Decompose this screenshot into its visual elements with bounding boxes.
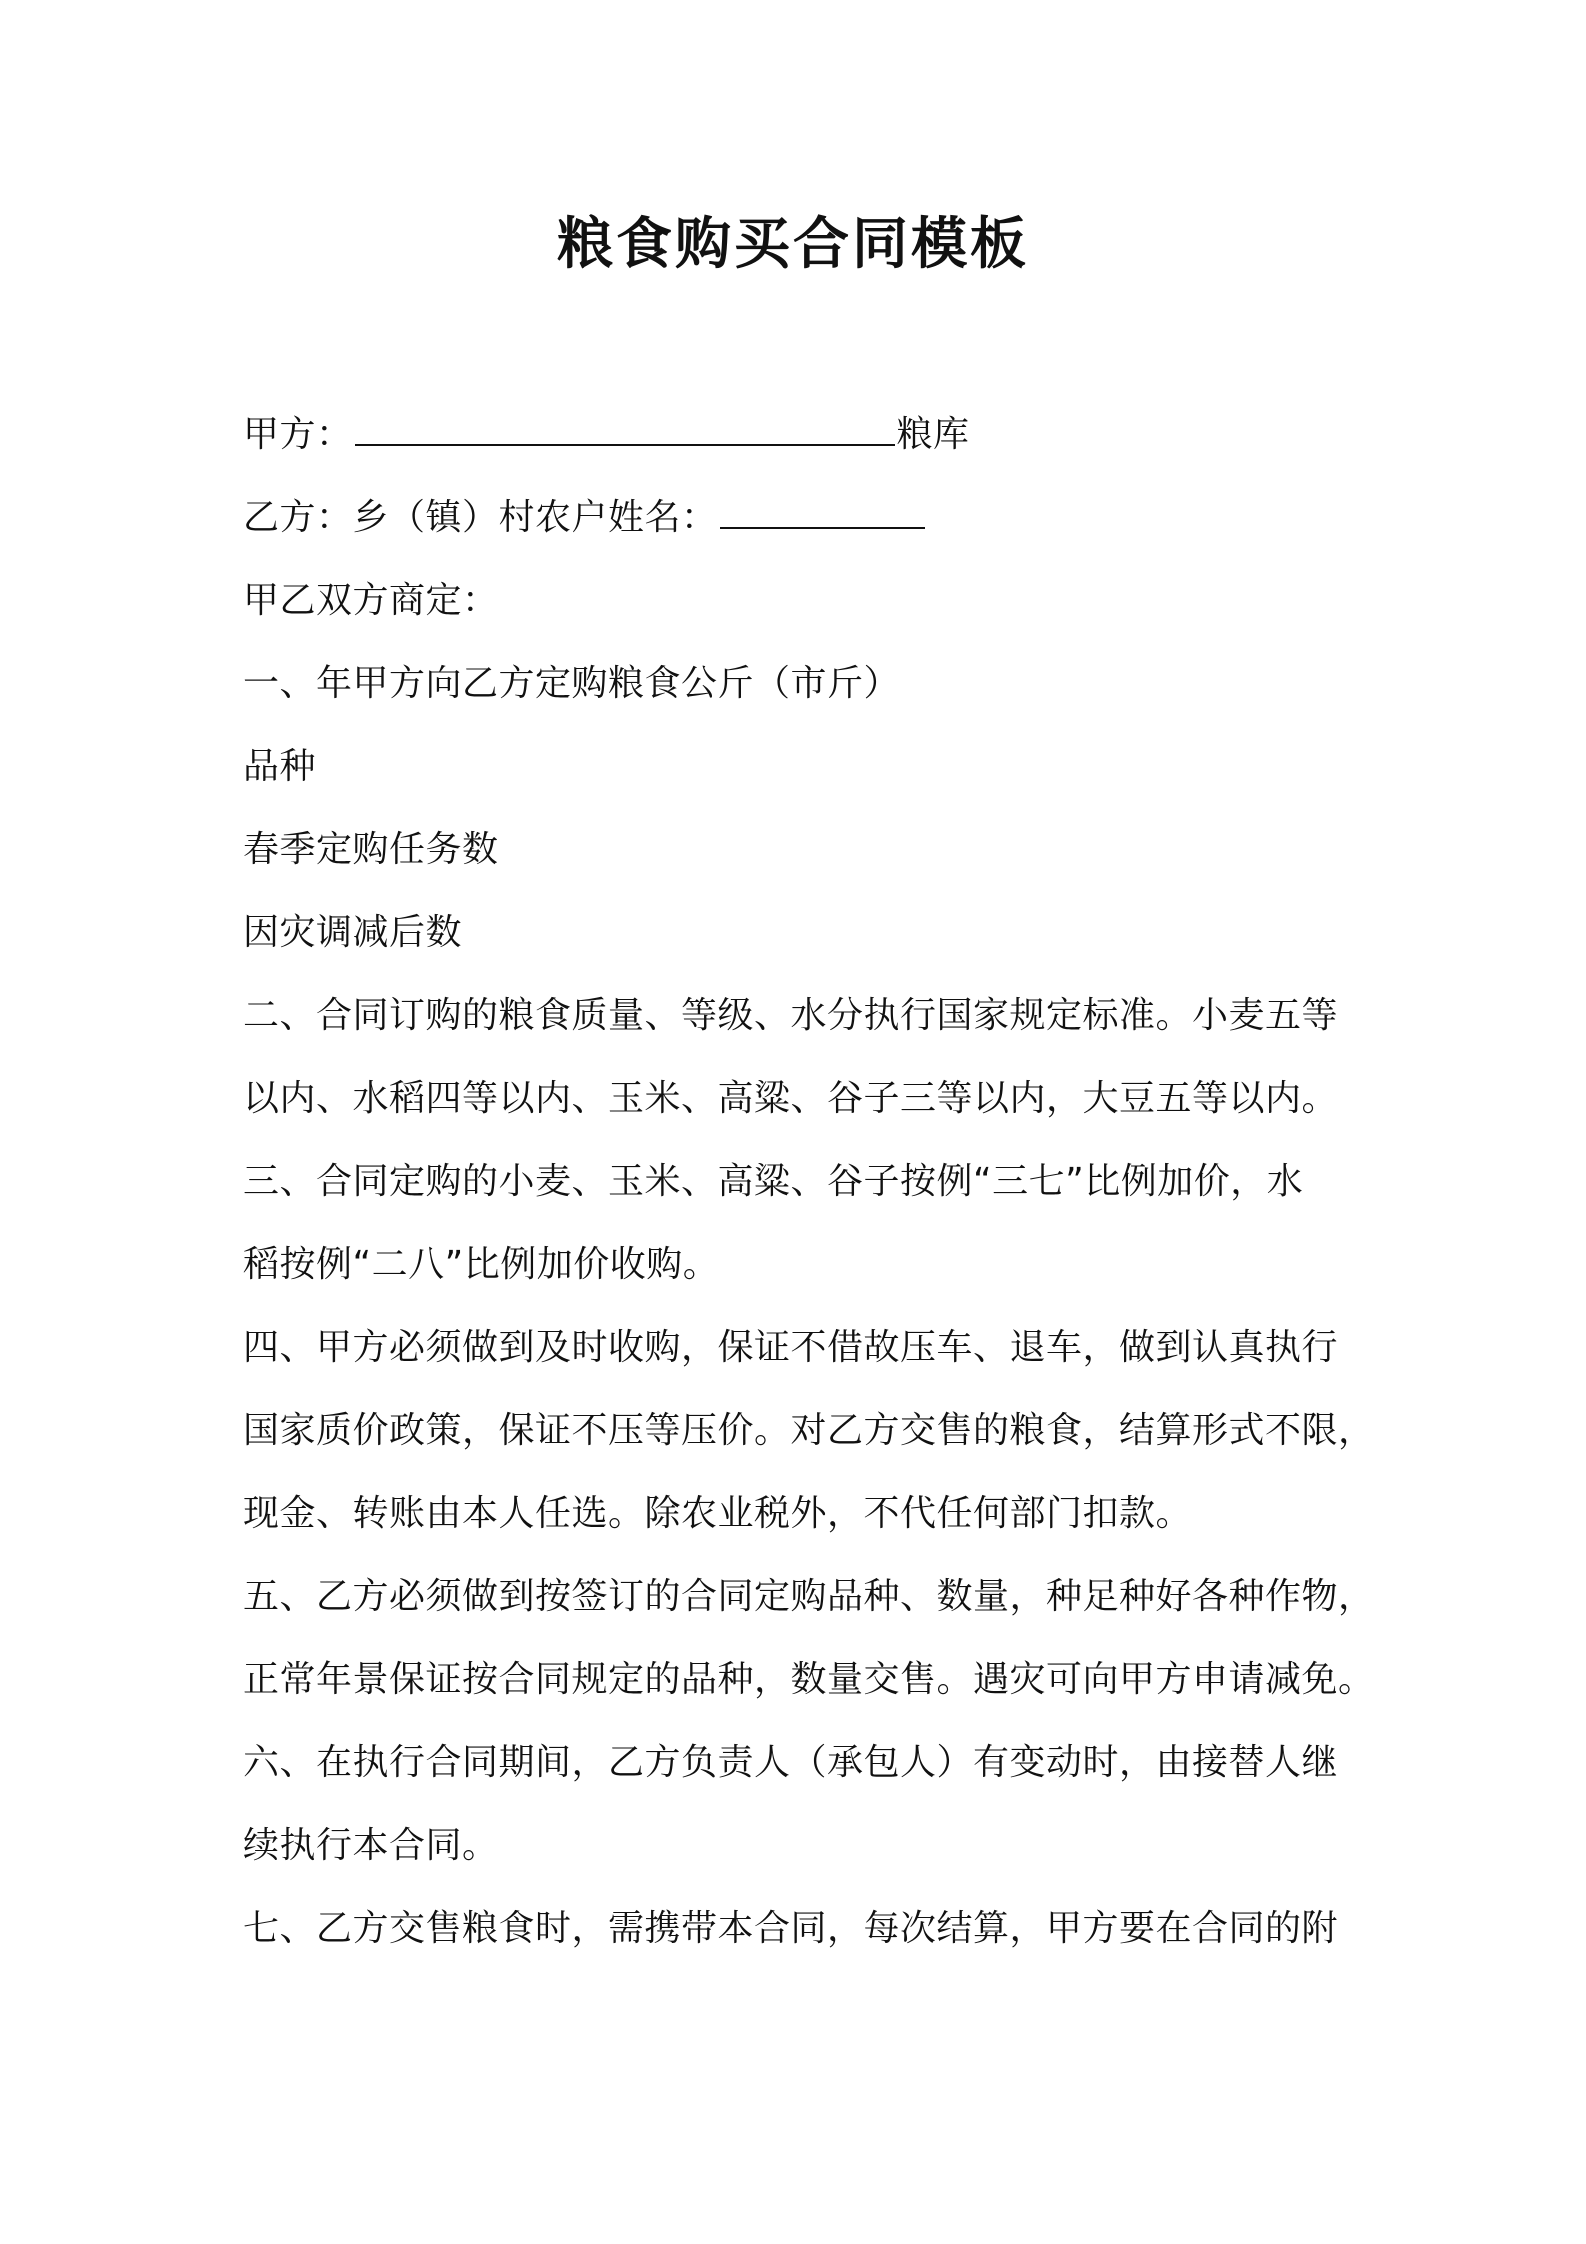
- party-a-line: [243, 410, 1363, 460]
- party-a-label: 甲方：: [243, 414, 353, 455]
- text-line: 四、甲方必须做到及时收购，保证不借故压车、退车，做到认真执行: [243, 1327, 1339, 1368]
- text-line: 甲乙双方商定：: [243, 580, 499, 621]
- text-line: 国家质价政策，保证不压等压价。对乙方交售的粮食，结算形式不限，: [243, 1410, 1375, 1451]
- text-line: 三、合同定购的小麦、玉米、高粱、谷子按例“三七”比例加价，水: [243, 1161, 1304, 1202]
- document-title: 粮食购买合同模板: [557, 212, 1029, 277]
- text-line: 正常年景保证按合同规定的品种，数量交售。遇灾可向甲方申请减免。: [243, 1659, 1375, 1700]
- text-line: 稻按例“二八”比例加价收购。: [243, 1244, 720, 1285]
- text-line: 一、年甲方向乙方定购粮食公斤（市斤）: [243, 663, 901, 704]
- text-line: 二、合同订购的粮食质量、等级、水分执行国家规定标准。小麦五等: [243, 995, 1339, 1036]
- text-line: 七、乙方交售粮食时，需携带本合同，每次结算，甲方要在合同的附: [243, 1908, 1339, 1949]
- text-line: 品种: [243, 746, 317, 787]
- party-b-label: 乙方：乡（镇）村农户姓名：: [243, 497, 718, 538]
- party-a-suffix: 粮库: [896, 414, 970, 455]
- text-line: 五、乙方必须做到按签订的合同定购品种、数量，种足种好各种作物，: [243, 1576, 1375, 1617]
- party-b-blank: [720, 493, 925, 529]
- text-line: 现金、转账由本人任选。除农业税外，不代任何部门扣款。: [243, 1493, 1193, 1534]
- text-line: 续执行本合同。: [243, 1825, 499, 1866]
- text-line: 春季定购任务数: [243, 829, 499, 870]
- text-line: 因灾调减后数: [243, 912, 463, 953]
- text-line: 以内、水稻四等以内、玉米、高粱、谷子三等以内，大豆五等以内。: [243, 1078, 1339, 1119]
- text-line: 六、在执行合同期间，乙方负责人（承包人）有变动时，由接替人继: [243, 1742, 1339, 1783]
- party-b-line: [243, 493, 1363, 543]
- party-a-blank: [355, 410, 895, 446]
